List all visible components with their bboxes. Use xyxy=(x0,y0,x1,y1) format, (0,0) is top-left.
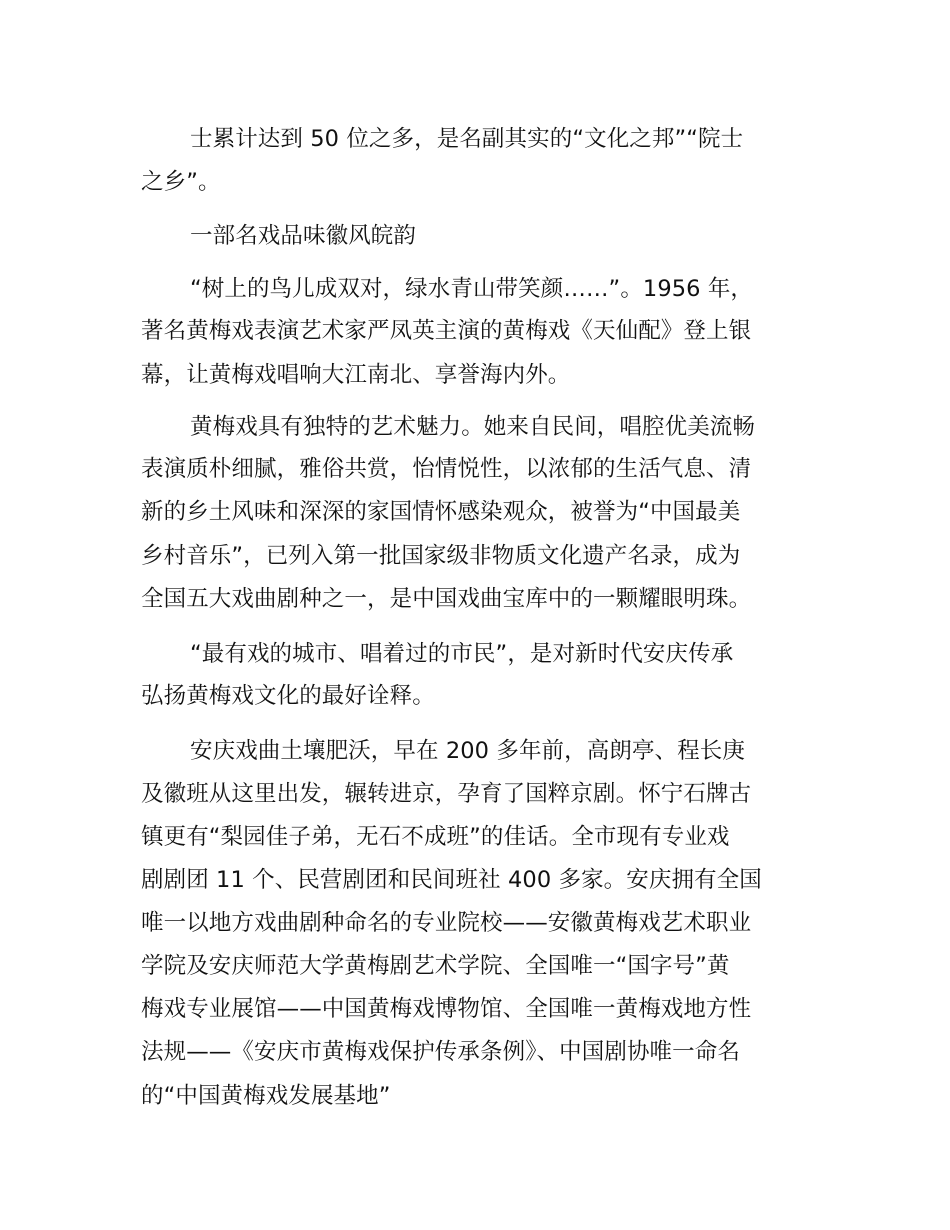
text-line: “最有戏的城市、唱着过的市民”，是对新时代安庆传承 xyxy=(190,641,734,667)
heading-text: 一部名戏品味徽风皖韵 xyxy=(190,223,417,249)
text-line: 剧剧团 11 个、民营剧团和民间班社 400 多家。安庆拥有全国 xyxy=(141,867,762,893)
text-line: “树上的鸟儿成双对，绿水青山带笑颜……”。1956 年， xyxy=(190,276,754,302)
text-line: 之乡”。 xyxy=(141,169,221,195)
text-line: 学院及安庆师范大学黄梅剧艺术学院、全国唯一“国字号”黄 xyxy=(141,953,730,979)
text-line: 弘扬黄梅戏文化的最好诠释。 xyxy=(141,683,435,709)
text-line: 的“中国黄梅戏发展基地” xyxy=(141,1083,391,1109)
text-line: 士累计达到 50 位之多，是名副其实的“文化之邦”“院士 xyxy=(190,126,744,152)
text-line: 幕，让黄梅戏唱响大江南北、享誉海内外。 xyxy=(141,362,571,388)
text-line: 唯一以地方戏曲剧种命名的专业院校——安徽黄梅戏艺术职业 xyxy=(141,910,752,936)
text-line: 黄梅戏具有独特的艺术魅力。她来自民间，唱腔优美流畅 xyxy=(190,414,756,440)
text-line: 镇更有“梨园佳子弟，无石不成班”的佳话。全市现有专业戏 xyxy=(141,824,730,850)
text-line: 表演质朴细腻，雅俗共赏，怡情悦性，以浓郁的生活气息、清 xyxy=(141,456,752,482)
text-line: 乡村音乐”，已列入第一批国家级非物质文化遗产名录，成为 xyxy=(141,543,741,569)
text-line: 著名黄梅戏表演艺术家严凤英主演的黄梅戏《天仙配》登上银 xyxy=(141,318,752,344)
text-line: 全国五大戏曲剧种之一，是中国戏曲宝库中的一颗耀眼明珠。 xyxy=(141,586,752,612)
text-line: 安庆戏曲土壤肥沃，早在 200 多年前，高朗亭、程长庚 xyxy=(190,738,745,764)
text-line: 梅戏专业展馆——中国黄梅戏博物馆、全国唯一黄梅戏地方性 xyxy=(141,996,752,1022)
text-line: 法规——《安庆市黄梅戏保护传承条例》、中国剧协唯一命名 xyxy=(141,1039,740,1065)
text-line: 及徽班从这里出发，辗转进京，孕育了国粹京剧。怀宁石牌古 xyxy=(141,781,752,807)
text-line: 新的乡土风味和深深的家国情怀感染观众，被誉为“中国最美 xyxy=(141,499,741,525)
